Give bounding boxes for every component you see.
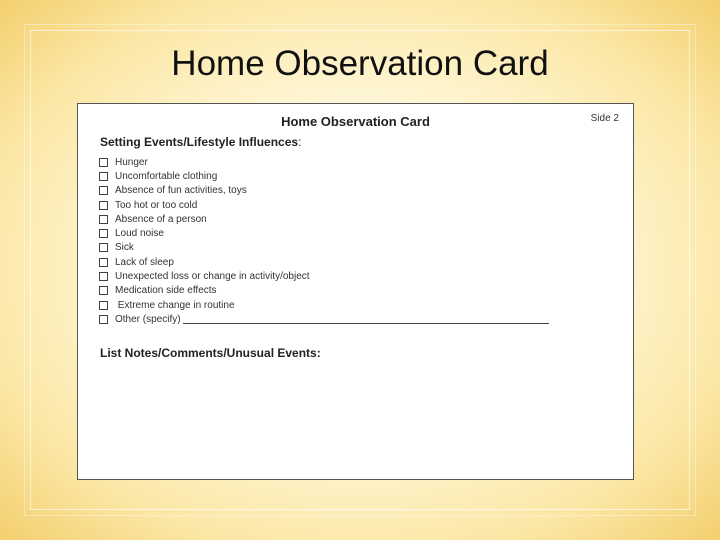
checklist-item (99, 241, 549, 255)
specify-blank-line (183, 314, 549, 324)
checklist-item-label: Lack of sleep (115, 256, 174, 268)
checkbox (99, 258, 108, 267)
checkbox (99, 272, 108, 281)
checklist-item (99, 155, 549, 169)
checklist-item (99, 269, 549, 283)
card-title: Home Observation Card (281, 114, 430, 129)
checklist-item-other (99, 312, 549, 326)
checklist-item-label: Loud noise (115, 228, 164, 240)
checklist-item (99, 184, 549, 198)
checkbox (99, 286, 108, 295)
checklist-item-label: Absence of fun activities, toys (115, 185, 247, 197)
checklist-item-label: Too hot or too cold (115, 199, 198, 211)
checkbox (99, 215, 108, 224)
checkbox (99, 201, 108, 210)
observation-card-image (77, 103, 634, 480)
checklist-item-label: Medication side effects (115, 285, 217, 297)
checklist-item (99, 169, 549, 183)
checklist-item-label: Uncomfortable clothing (115, 170, 218, 182)
checkbox (99, 186, 108, 195)
checkbox (99, 229, 108, 238)
notes-heading: List Notes/Comments/Unusual Events: (100, 346, 321, 360)
checklist-item-label: Unexpected loss or change in activity/object (115, 271, 310, 283)
checklist-item (99, 284, 549, 298)
checklist-item (99, 298, 549, 312)
checklist-item-label: Absence of a person (115, 213, 207, 225)
checklist-item-label: Sick (115, 242, 134, 254)
section-heading-text: Setting Events/Lifestyle Influences (100, 135, 299, 149)
checklist-item (99, 226, 549, 240)
checklist (99, 155, 549, 327)
side-label: Side 2 (590, 113, 619, 124)
checkbox (99, 301, 108, 310)
slide-title: Home Observation Card (171, 44, 549, 83)
checkbox (99, 315, 108, 324)
checkbox (99, 158, 108, 167)
checklist-item-label: Extreme change in routine (115, 299, 235, 311)
checklist-item (99, 255, 549, 269)
checkbox (99, 172, 108, 181)
section-heading-colon: : (298, 135, 302, 149)
checklist-item-label: Other (specify) (115, 313, 181, 325)
checklist-item (99, 198, 549, 212)
checklist-item (99, 212, 549, 226)
checklist-item-label: Hunger (115, 156, 148, 168)
section-heading (100, 135, 301, 149)
checkbox (99, 243, 108, 252)
